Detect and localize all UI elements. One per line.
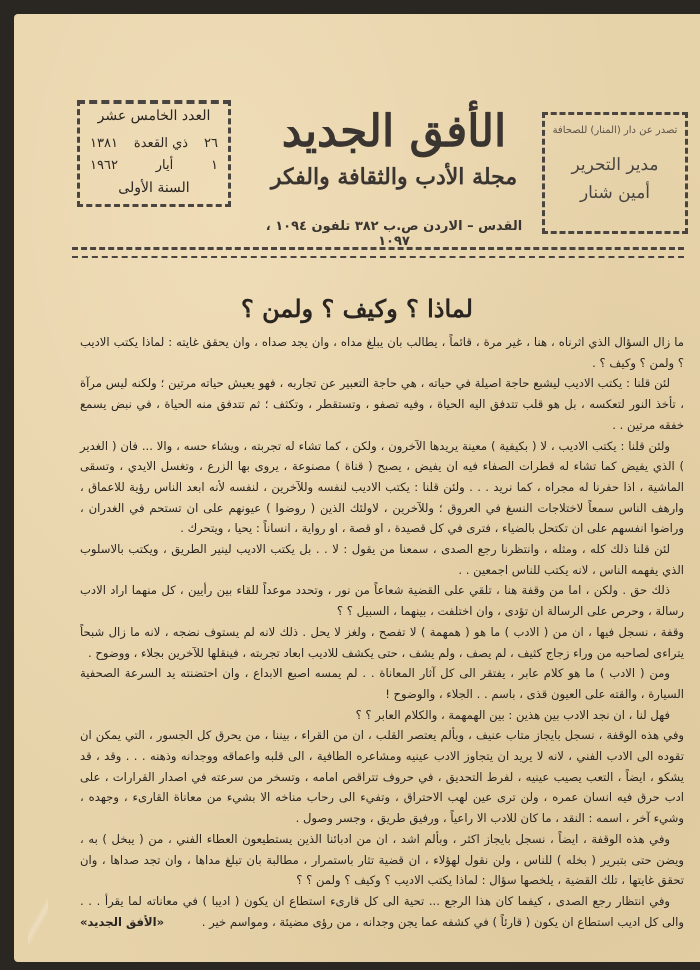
paragraph: فهل لنا ، ان نجد الادب بين هذين : بين الهمهمة ، والكلام العابر ؟ ؟ (355, 707, 670, 722)
paragraph: وفي هذه الوقفة ، نسجل بايجاز متاب عنيف ، وبألم يعتصر القلب ، ان من القراء ، بيننا ، من يحرق كل الجسور ، التي يمكن ان تقوده الى الادب الفني ، لانه لا يريد ان يتجاوز الادب عينيه ومشاعره الطافية ، الى قلبه واعماقه ووجدانه وذهنه . . . وقد ، قد يشكو ، ايضاً ، التعب يصيب عينيه ، لفرط التحديق ، في حروف تتراقص امامه ، وتسخر من سرعته في اصدار القرارات ، على ادب حرق فيه انسان عمره ، ولن ترى عين لهب الاحتراق ، وتفيء الى رحاب مناخه الا بشيء من معاناة القارىء ، وجهده ، وشيء آخر ، اسمه : النقد ، ما كان للادب الا راعياً ، ورفيق طريق ، وجسر وصول . (80, 728, 684, 826)
greg-month: أيار (155, 158, 174, 173)
paragraph: ولئن قلنا : يكتب الاديب ، لا ( بكيفية ) معينة يريدها الآخرون ، ولكن ، كما تشاء له تجربته ، ويشاء حسه ، والا ... فان ( الغدير ) الذي يفيض كما تشاء له قطرات الصفاء فيه ان يفيض ، يصبح ( قناة ) مصنوعة ، يروى بها الزرع ، وتغسل الايدي ، وتسقى الماشية ، اذا حفرنا له مجراه ، كما نريد . . . ولئن قلنا : يكتب الاديب لنفسه وللآخرين ، لنفسه لأنه ابعد الناس رؤية للاعماق ، وارهف الناس سمعاً لاختلاجات النسغ في العروق ؛ وللآخرين ، لاولئك الذين ( روضوا ) عيونهم على ان تستحم في الغدران ، وراضوا انفسهم على ان تكتحل بالضياء ، فترى في كل قصيدة ، او قصة ، او رواية ، انساناً : يحيا ، ويتحرك . (80, 438, 684, 536)
publisher-box (542, 112, 688, 234)
hijri-month: ذي القعدة (133, 136, 189, 151)
paragraph: لئن قلنا ذلك كله ، ومثله ، وانتظرنا رجع الصدى ، سمعنا من يقول : لا . . بل يكتب الاديب لينير الطريق ، ويكتب بالاسلوب الذي يفهمه الناس ، لانه يكتب للناس اجمعين . . (80, 542, 684, 577)
magazine-address: القدس – الاردن ص.ب ٣٨٢ تلفون ١٠٩٤ ، ١٠٩٧ (265, 219, 523, 249)
greg-day: ١ (211, 158, 218, 173)
paragraph: ومن ( الادب ) ما هو كلام عابر ، يفتقر الى كل آثار المعاناة . . لم يمسه اصبع الابداع ، وان احتضنته يد السرعة الصحفية السيارة ، والقته على العيون قذى ، باسم . . الجلاء ، والوضوح ! (80, 666, 684, 701)
volume-year: السنة الأولى (118, 180, 190, 196)
hijri-day: ٢٦ (204, 136, 218, 151)
magazine-page (14, 14, 700, 962)
article-title: لماذا ؟ وكيف ؟ ولمن ؟ (241, 294, 473, 323)
paragraph (80, 891, 684, 932)
editor-name: أمين شنار (579, 183, 651, 203)
masthead-divider-secondary (72, 256, 684, 258)
paragraph: ذلك حق . ولكن ، اما من وقفة هنا ، تلقي على القضية شعاعاً من نور ، وتحدد موعداً للقاء بين رأيين ، كل منهما اراد الادب رسالة ، وحرص على الرسالة ان تؤدى ، وان اختلفت ، بينهما ، السبيل ؟ ؟ (80, 583, 684, 619)
paragraph: ما زال السؤال الذي اثرناه ، هنا ، غير مرة ، قائماً ، يطالب بان يبلغ مداه ، وان يجد صداه ، وان يحقق غايته : لماذا يكتب الاديب ؟ ولمن ؟ وكيف ؟ . (80, 335, 684, 370)
hijri-year: ١٣٨١ (90, 136, 118, 151)
magazine-title: الأفق الجديد (281, 106, 507, 157)
page-fold-shadow (28, 892, 48, 952)
paragraph-text: وفي انتظار رجع الصدى ، كيفما كان هذا الرجع ... تحية الى كل قارىء استطاع ان يكون ( اديبا ) في معاناته لما يقرأ . . . والى كل اديب استطاع ان يكون ( قارئاً ) في كشفه عما يجن وجدانه ، من رؤى مضيئة ، ومواسم خير . (80, 893, 684, 929)
paragraph: لئن قلنا : يكتب الاديب ليشبع حاجة اصيلة في حياته ، هي حاجة التعبير عن تجاربه ، فهو يعيش حياته مرتين ؛ ولكنه ليس مرآة ، تأخذ النور لتعكسه ، بل هو قلب تتدفق اليه الحياة ، وفيه تصفو ، وتستقطر ، وتكثف ؛ ثم تتدفق منه الحياة ، في نبض يسمع خفقه مرتين . . (80, 376, 684, 432)
greg-year: ١٩٦٢ (90, 158, 118, 173)
editor-role: مدير التحرير (571, 155, 659, 175)
masthead-divider (72, 247, 684, 250)
publisher-line: تصدر عن دار (المنار) للصحافة (552, 125, 678, 136)
issue-number: العدد الخامس عشر (97, 108, 211, 124)
article-body (80, 332, 684, 932)
gregorian-date (90, 158, 218, 173)
paragraph: وقفة ، نسجل فيها ، ان من ( الادب ) ما هو ( همهمة ) لا تفصح ، ولغز لا يحل . ذلك لانه لم يستوف نضجه ، لانه ما زال شبحاً يتراءى لصاحبه من وراء زجاج كثيف ، لم يصف ، ولم يشف ، حتى يكشف للاديب ابعاد تجربته ، فينقلها للآخرين بجلاء ، ووضوح . (80, 624, 684, 660)
hijri-date (90, 136, 218, 151)
paragraph: وفي هذه الوقفة ، ايضاً ، نسجل بايجاز اكثر ، وبألم اشد ، ان من ادبائنا الذين يستطيعون العطاء الفني ، من ( يبخل ) به ، ويضن حتى بتبرير ( بخله ) للناس ، ولن نقول لهؤلاء ، ان قضية تثار باستمرار ، مطالبة بان تبلغ مداها ، وان تجد صداها ، وان تحقق غايتها ، تلك القضية ، يلخصها سؤال : لماذا يكتب الاديب ؟ وكيف ؟ ولمن ؟ ؟ (80, 831, 684, 888)
issue-info-box (77, 100, 231, 207)
magazine-subtitle: مجلة الأدب والثقافة والفكر (270, 164, 518, 190)
signature: «الأفق الجديد» (80, 914, 165, 929)
